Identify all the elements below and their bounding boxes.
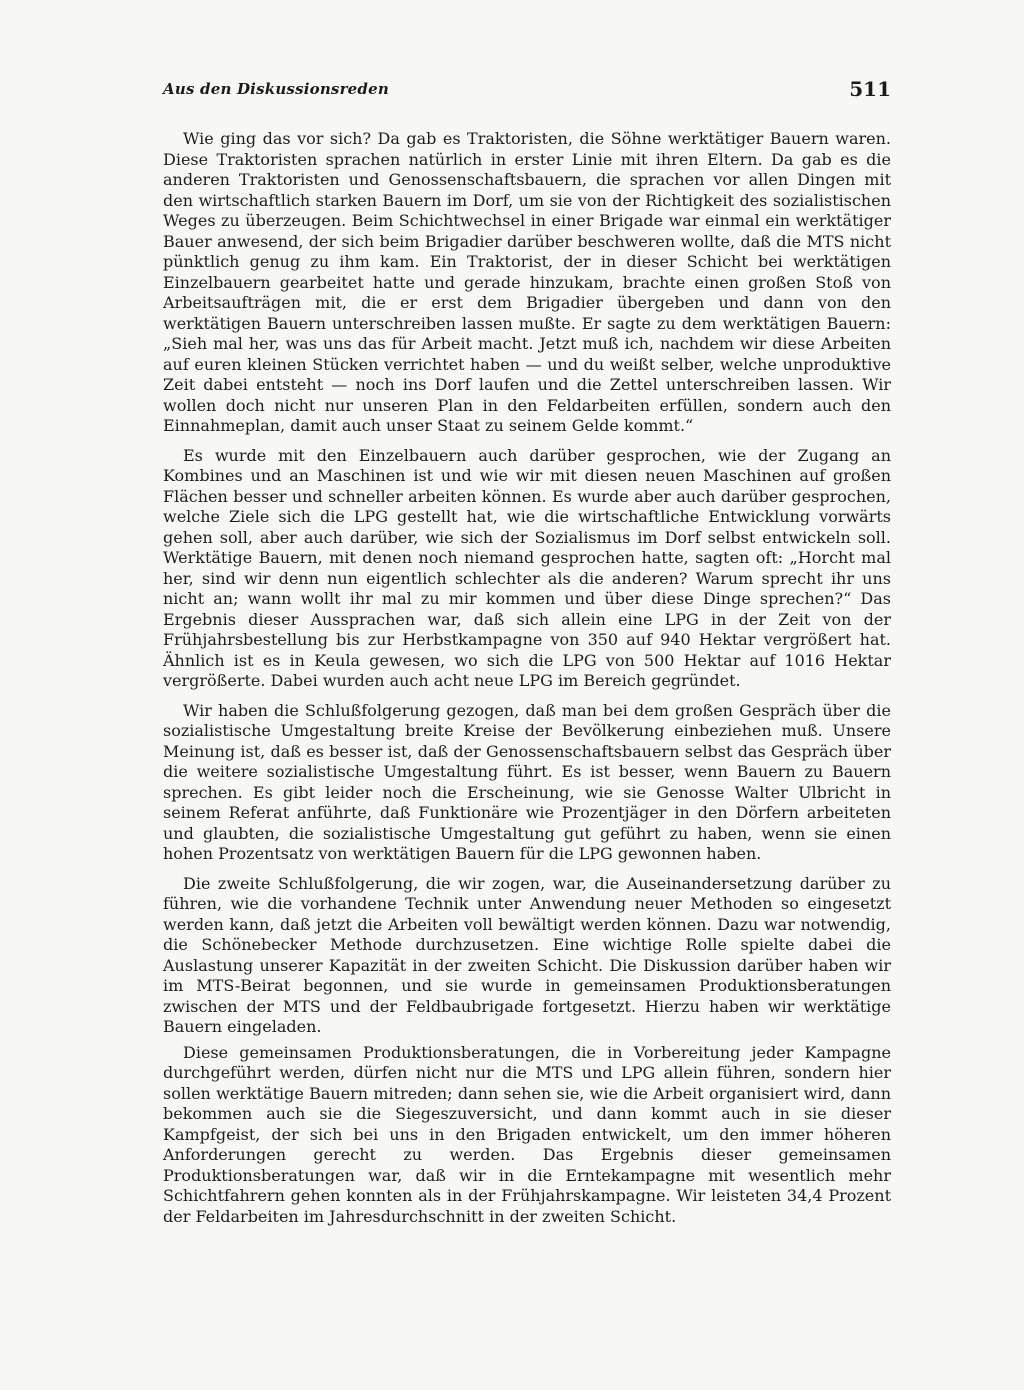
paragraph: Diese gemeinsamen Produktionsberatungen, die in Vorbereitung jeder Kampagne durchgeführt werden, dürfen nicht nur die MTS und LPG allein führen, sondern hier sollen werktätige Bauern mitreden; dann sehen sie, wie die Arbeit organisiert wird, dann bekommen auch sie die Siegeszuversicht, und dann kommt auch in sie dieser Kampfgeist, der sich bei uns in den Brigaden entwickelt, um den immer höheren Anforderungen gerecht zu werden. Das Ergebnis dieser gemeinsamen Produktionsberatungen war, daß wir in die Erntekampagne mit wesentlich mehr Schichtfahrern gehen konnten als in der Frühjahrskampagne. Wir leisteten 34,4 Prozent der Feldarbeiten im Jahresdurchschnitt in der zweiten Schicht. xyxy=(163,1042,891,1226)
paragraph: Wir haben die Schlußfolgerung gezogen, daß man bei dem großen Gespräch über die sozialistische Umgestaltung breite Kreise der Bevölkerung einbeziehen muß. Unsere Meinung ist, daß es besser ist, daß der Genossenschaftsbauern selbst das Gespräch über die weitere sozialistische Umgestaltung führt. Es ist besser, wenn Bauern zu Bauern sprechen. Es gibt leider noch die Erscheinung, wie sie Genosse Walter Ulbricht in seinem Referat anführte, daß Funktionäre wie Prozentjäger in den Dörfern arbeiteten und glaubten, die sozialistische Umgestaltung gut geführt zu haben, wenn sie einen hohen Prozentsatz von werktätigen Bauern für die LPG gewonnen haben. xyxy=(163,700,891,863)
page-number: 511 xyxy=(849,77,891,101)
paragraph: Wie ging das vor sich? Da gab es Traktoristen, die Söhne werktätiger Bauern waren. Diese Traktoristen sprachen natürlich in erster Linie mit ihren Eltern. Da gab es die anderen Traktoristen und Genossenschaftsbauern, die sprachen vor allen Dingen mit den wirtschaftlich starken Bauern im Dorf, um sie von der Richtigkeit des sozialistischen Weges zu überzeugen. Beim Schichtwechsel in einer Brigade war einmal ein werktätiger Bauer anwesend, der sich beim Brigadier darüber beschweren wollte, daß die MTS nicht pünktlich genug zu ihm kam. Ein Traktorist, der in dieser Schicht bei werktätigen Einzelbauern gearbeitet hatte und gerade hinzukam, brachte einen großen Stoß von Arbeitsaufträgen mit, die er erst dem Brigadier übergeben und dann von den werktätigen Bauern unterschreiben lassen mußte. Er sagte zu dem werktätigen Bauern: „Sieh mal her, was uns das für Arbeit macht. Jetzt muß ich, nachdem wir diese Arbeiten auf euren kleinen Stücken verrichtet haben — und du weißt selber, welche unproduktive Zeit dabei entsteht — noch ins Dorf laufen und die Zettel unterschreiben lassen. Wir wollen doch nicht nur unseren Plan in den Feldarbeiten erfüllen, sondern auch den Einnahmeplan, damit auch unser Staat zu seinem Gelde kommt.“ xyxy=(163,129,891,435)
page-header xyxy=(163,77,891,101)
paragraph: Die zweite Schlußfolgerung, die wir zogen, war, die Auseinandersetzung darüber zu führen, wie die vorhandene Technik unter Anwendung neuer Methoden so eingesetzt werden kann, daß jetzt die Arbeiten voll bewältigt werden können. Dazu war notwendig, die Schönebecker Methode durchzusetzen. Eine wichtige Rolle spielte dabei die Auslastung unserer Kapazität in der zweiten Schicht. Die Diskussion darüber haben wir im MTS-Beirat begonnen, und sie wurde in gemeinsamen Produktionsberatungen zwischen der MTS und der Feldbaubrigade fortgesetzt. Hierzu haben wir werktätige Bauern eingeladen. xyxy=(163,873,891,1036)
body-text xyxy=(163,129,891,1227)
running-head: Aus den Diskussionsreden xyxy=(163,80,389,98)
paragraph: Es wurde mit den Einzelbauern auch darüber gesprochen, wie der Zugang an Kombines und an Maschinen ist und wie wir mit diesen neuen Maschinen auf großen Flächen besser und schneller arbeiten können. Es wurde aber auch darüber gesprochen, welche Ziele sich die LPG gestellt hat, wie die wirtschaftliche Entwicklung vorwärts gehen soll, aber auch darüber, wie sich der Sozialismus im Dorf selbst entwickeln soll. Werktätige Bauern, mit denen noch niemand gesprochen hatte, sagten oft: „Horcht mal her, sind wir denn nun eigentlich schlechter als die anderen? Warum sprecht ihr uns nicht an; wann wollt ihr mal zu mir kommen und über diese Dinge sprechen?“ Das Ergebnis dieser Aussprachen war, daß sich allein eine LPG in der Zeit von der Frühjahrsbestellung bis zur Herbstkampagne von 350 auf 940 Hektar vergrößert hat. Ähnlich ist es in Keula gewesen, wo sich die LPG von 500 Hektar auf 1016 Hektar vergrößerte. Dabei wurden auch acht neue LPG im Bereich gegründet. xyxy=(163,445,891,690)
